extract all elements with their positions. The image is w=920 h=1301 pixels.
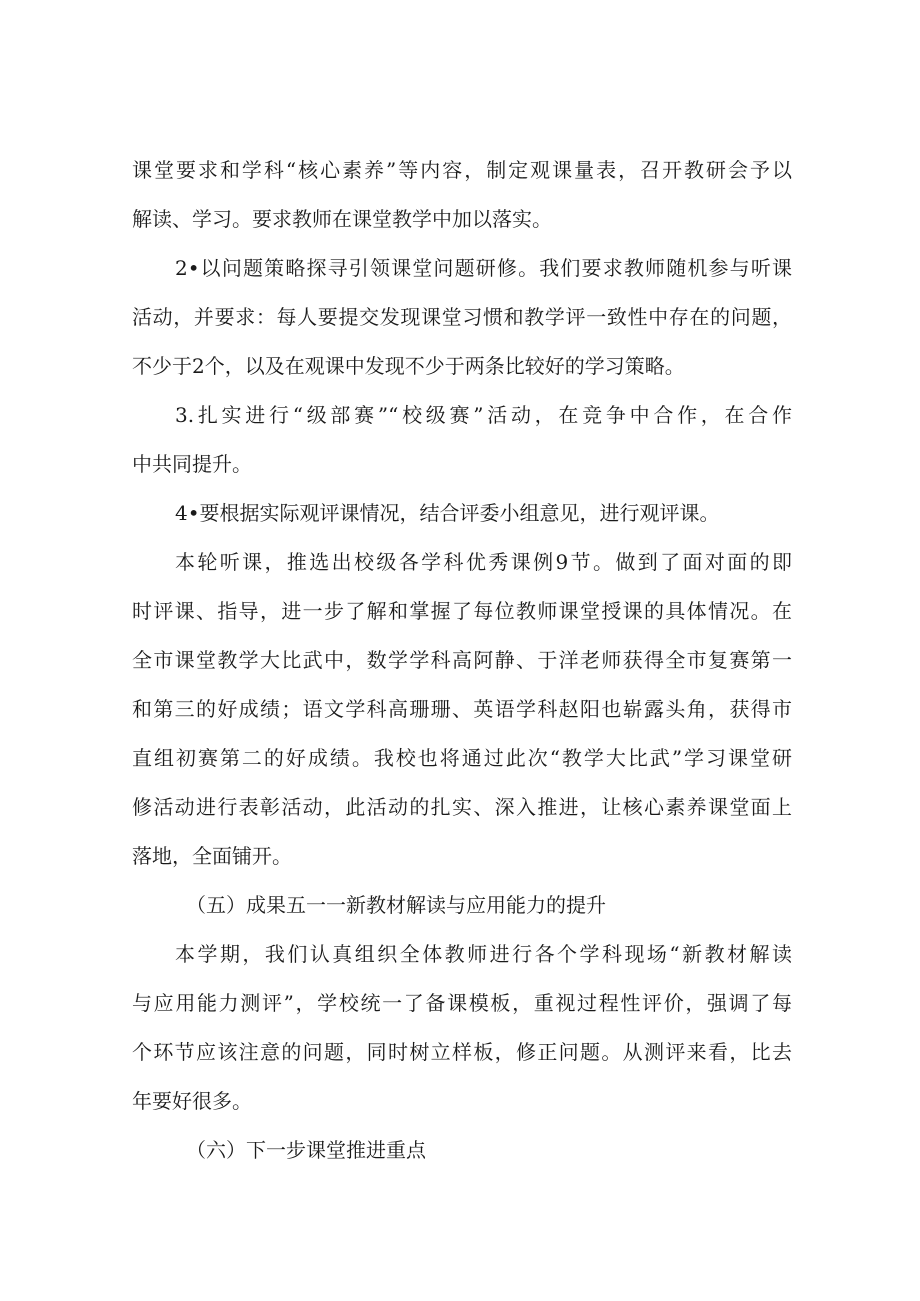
paragraph-line: 时评课、指导，进一步了解和掌握了每位教师课堂授课的具体情况。在 (132, 599, 792, 623)
paragraph-line: 解读、学习。要求教师在课堂教学中加以落实。 (132, 207, 552, 231)
paragraph-line: 课堂要求和学科“核心素养”等内容，制定观课量表，召开教研会予以 (132, 158, 792, 182)
paragraph-line: 年要好很多。 (132, 1089, 252, 1113)
paragraph-line: 3.扎实进行“级部赛”“校级赛”活动，在竞争中合作，在合作 (175, 403, 792, 427)
paragraph-line: 2•以问题策略探寻引领课堂问题研修。我们要求教师随机参与听课 (175, 256, 792, 280)
section-heading: （五）成果五一一新教材解读与应用能力的提升 (186, 893, 606, 917)
paragraph-line: 直组初赛第二的好成绩。我校也将通过此次“教学大比武”学习课堂研 (132, 746, 792, 770)
paragraph-line: 与应用能力测评”，学校统一了备课模板，重视过程性评价，强调了每 (132, 991, 792, 1015)
paragraph-line: 不少于2个，以及在观课中发现不少于两条比较好的学习策略。 (132, 354, 685, 378)
paragraph-line: 本轮听课，推选出校级各学科优秀课例9节。做到了面对面的即 (175, 550, 792, 574)
paragraph-line: 活动，并要求：每人要提交发现课堂习惯和教学评一致性中存在的问题， (132, 305, 792, 329)
paragraph-line: 全市课堂教学大比武中，数学学科高阿静、于洋老师获得全市复赛第一 (132, 648, 792, 672)
paragraph-line: 4•要根据实际观评课情况，结合评委小组意见，进行观评课。 (175, 501, 720, 525)
paragraph-line: 本学期，我们认真组织全体教师进行各个学科现场“新教材解读 (175, 942, 792, 966)
paragraph-line: 个环节应该注意的问题，同时树立样板，修正问题。从测评来看，比去 (132, 1040, 792, 1064)
paragraph-line: 中共同提升。 (132, 452, 252, 476)
section-heading: （六）下一步课堂推进重点 (186, 1138, 426, 1162)
paragraph-line: 修活动进行表彰活动，此活动的扎实、深入推进，让核心素养课堂面上 (132, 795, 792, 819)
paragraph-line: 落地，全面铺开。 (132, 844, 292, 868)
paragraph-line: 和第三的好成绩；语文学科高珊珊、英语学科赵阳也崭露头角，获得市 (132, 697, 792, 721)
